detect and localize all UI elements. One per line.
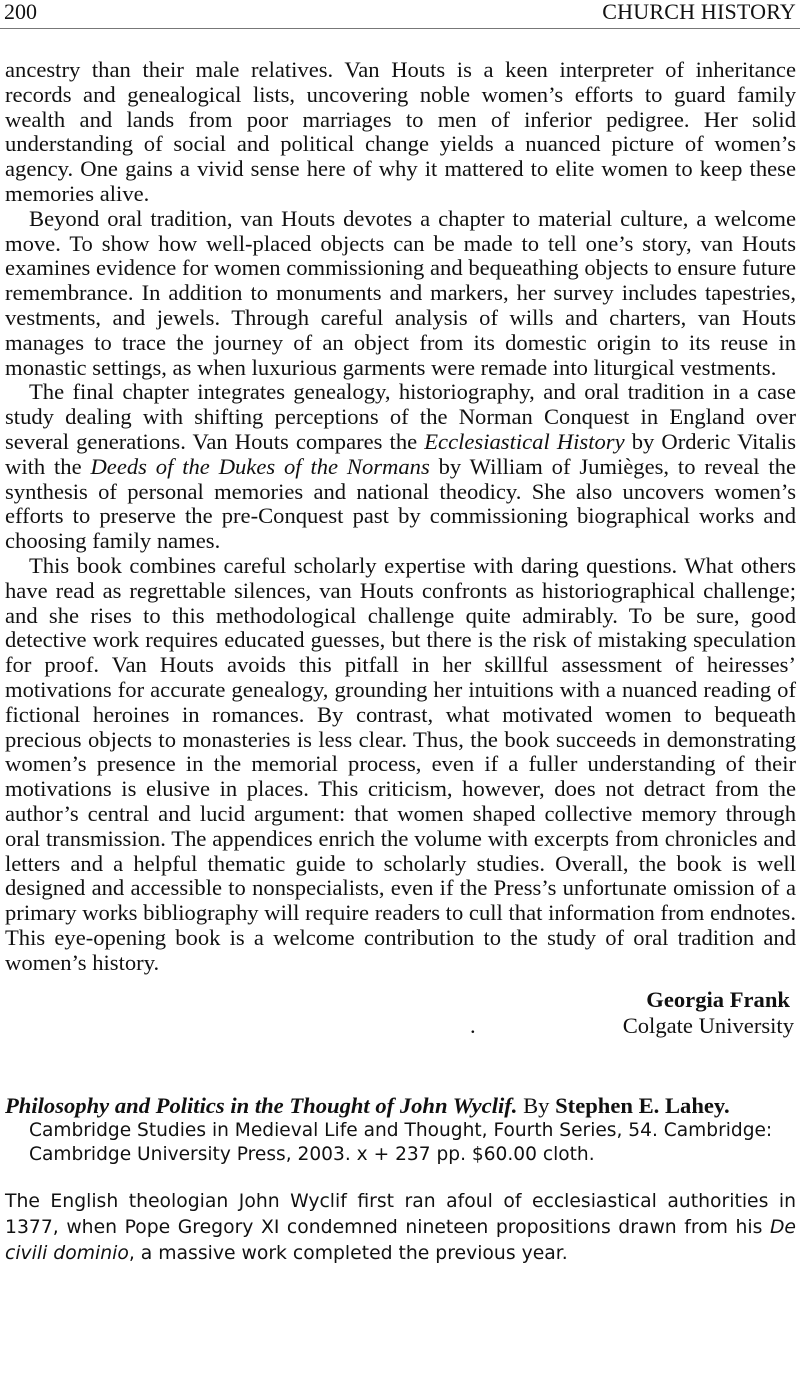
next-review-heading [5,1093,796,1167]
book-title: Philosophy and Politics in the Thought of John Wyclif. [5,1093,518,1119]
reviewer-signature [5,987,796,1039]
book-title-italic: Deeds of the Dukes of the Normans [90,453,430,479]
paragraph: This book combines careful scholarly expertise with daring questions. What others have read as regrettable silences, van Houts confronts as historiographical challenge; and she rises to this methodological challenge quite admirably. To be sure, good detective work requires educated guesses, but there is the risk of mistaking speculation for proof. Van Houts avoids this pitfall in her skillful assessment of heiresses’ motivations for accurate genealogy, grounding her intuitions with a nuanced reading of fictional heroines in romances. By contrast, what motivated women to bequeath precious objects to monasteries is less clear. Thus, the book succeeds in demonstrating women’s presence in the memorial process, even if a fuller understanding of their motivations is elusive in places. This criticism, however, does not detract from the author’s central and lucid argument: that women shaped collective memory through oral transmission. The appendices enrich the volume with excerpts from chronicles and letters and a helpful thematic guide to scholarly studies. Overall, the book is well designed and accessible to nonspecialists, even if the Press’s unfortunate omission of a primary works bibliography will require readers to cull that information from endnotes. This eye-opening book is a welcome contribution to the study of oral tradition and women’s history. [5,552,796,975]
stray-mark: . [470,1013,476,1039]
next-review-body [5,1189,796,1267]
book-title-italic: Ecclesiastical History [424,428,625,454]
page-number: 200 [4,0,37,24]
running-title: CHURCH HISTORY [602,0,796,24]
work-title-italic: De civili dominio [5,1217,796,1265]
paragraph [5,380,796,554]
paragraph-text: by Orderic Vitalis with the [5,428,796,479]
running-header [0,0,800,28]
page-body [5,58,796,1267]
by-word: By [523,1093,550,1119]
paragraph: Beyond oral tradition, van Houts devotes a chapter to material culture, a welcome move. To show how well-placed objects can be made to tell one’s story, van Houts examines evidence for women commissioning and bequeathing objects to ensure future remembrance. In addition to monuments and markers, her survey includes tapestries, vestments, and jewels. Through careful analysis of wills and charters, van Houts manages to trace the journey of an object from its domestic origin to its reuse in monastic settings, as when luxurious garments were remade into liturgical vestments. [5,205,796,380]
reviewer-affiliation: Colgate University [622,1013,794,1039]
paragraph-text: by William of Jumièges, to reveal the synthesis of personal memories and national theodicy. She also uncovers women’s efforts to preserve the pre-Conquest past by commissioning biographical works and choosing family names. [5,453,796,554]
paragraph-text: , a massive work completed the previous year. [128,1243,568,1265]
reviewer-name: Georgia Frank [646,987,790,1013]
publication-details: Cambridge Studies in Medieval Life and Thought, Fourth Series, 54. Cambridge: Cambridge University Press, 2003. x + 237 pp. $60.00 cloth. [29,1120,773,1166]
header-rule [0,28,800,29]
paragraph [5,1189,796,1267]
paragraph-text: The English theologian John Wyclif first ran afoul of ecclesiastical authorities in 1377, when Pope Gregory XI condemned nineteen propositions drawn from his [5,1191,796,1239]
paragraph-text: The final chapter integrates genealogy, historiography, and oral tradition in a case study dealing with shifting perceptions of the Norman Conquest in England over several generations. Van Houts compares the [5,379,796,454]
review-text [5,58,796,975]
book-author: Stephen E. Lahey. [555,1093,730,1119]
paragraph: ancestry than their male relatives. Van Houts is a keen interpreter of inheritance records and genealogical lists, uncovering noble women’s efforts to guard family wealth and lands from poor marriages to men of inferior pedigree. Her solid understanding of social and political change yields a nuanced picture of women’s agency. One gains a vivid sense here of why it mattered to elite women to keep these memories alive. [5,57,796,206]
